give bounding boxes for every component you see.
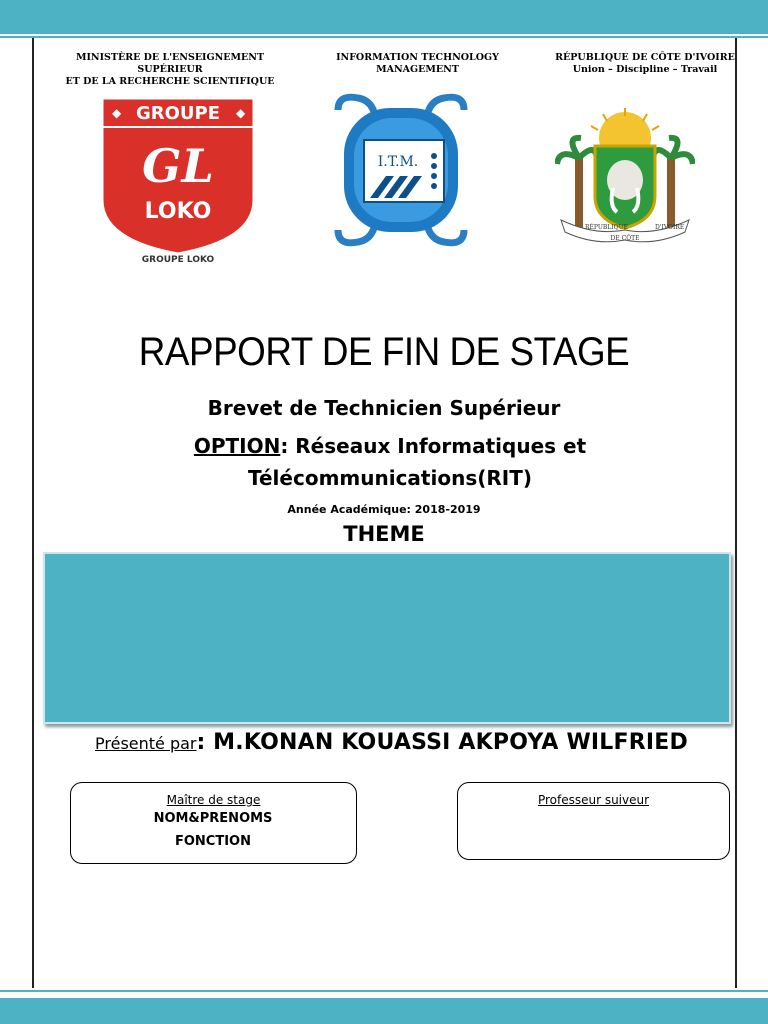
option-text: : Réseaux Informatiques et Télécommunications(RIT) — [248, 434, 587, 490]
top-rule — [0, 36, 768, 38]
bottom-band — [0, 998, 768, 1024]
loko-caption: GROUPE LOKO — [141, 255, 215, 265]
republic-motto: Union – Discipline – Travail — [572, 64, 718, 75]
cote-divoire-coat-of-arms — [555, 108, 695, 253]
left-border — [32, 38, 34, 988]
itm-text: I.T.M. — [377, 154, 419, 170]
ministry-header — [55, 52, 285, 88]
theme-box — [43, 552, 731, 724]
top-band — [0, 0, 768, 34]
ci-scroll-mid: DE CÔTE — [610, 235, 640, 242]
option-line — [130, 430, 650, 494]
ci-scroll-left: RÉPUBLIQUE — [585, 224, 629, 231]
loko-monogram: GL — [142, 139, 214, 193]
presenter-line — [95, 730, 735, 755]
diploma-title: Brevet de Technicien Supérieur — [207, 396, 561, 420]
bottom-rule — [0, 990, 768, 992]
professeur-suiveur-heading: Professeur suiveur — [537, 793, 650, 807]
maitre-name-field: NOM&PRENOMS — [153, 811, 273, 826]
maitre-de-stage-box — [70, 782, 357, 864]
ministry-line-2: ET DE LA RECHERCHE SCIENTIFIQUE — [65, 76, 275, 87]
ci-scroll-right: D'IVOIRE — [655, 224, 685, 231]
loko-bottom-text: LOKO — [144, 199, 212, 224]
school-header — [295, 52, 540, 76]
loko-top-text: GROUPE — [135, 103, 221, 124]
presenter-colon: : — [196, 730, 206, 755]
svg-text:◆: ◆ — [236, 106, 246, 120]
groupe-loko-logo — [92, 90, 264, 262]
professeur-suiveur-box — [457, 782, 730, 860]
option-label: OPTION — [193, 434, 281, 458]
maitre-de-stage-heading: Maître de stage — [166, 793, 261, 807]
report-title: RAPPORT DE FIN DE STAGE — [138, 330, 630, 374]
presenter-name: M.KONAN KOUASSI AKPOYA WILFRIED — [205, 730, 688, 755]
school-name: INFORMATION TECHNOLOGY MANAGEMENT — [336, 52, 499, 75]
theme-label: THEME — [343, 522, 425, 546]
right-border — [735, 38, 737, 988]
academic-year: Année Académique: 2018-2019 — [287, 503, 481, 516]
ministry-line-1: MINISTÈRE DE L'ENSEIGNEMENT SUPÉRIEUR — [75, 52, 265, 75]
itm-logo — [330, 90, 472, 250]
republic-name: RÉPUBLIQUE DE CÔTE D'IVOIRE — [555, 52, 735, 63]
presenter-label: Présenté par — [95, 734, 197, 753]
svg-text:◆: ◆ — [112, 106, 122, 120]
republic-header — [555, 52, 735, 76]
maitre-function-field: FONCTION — [175, 834, 251, 849]
